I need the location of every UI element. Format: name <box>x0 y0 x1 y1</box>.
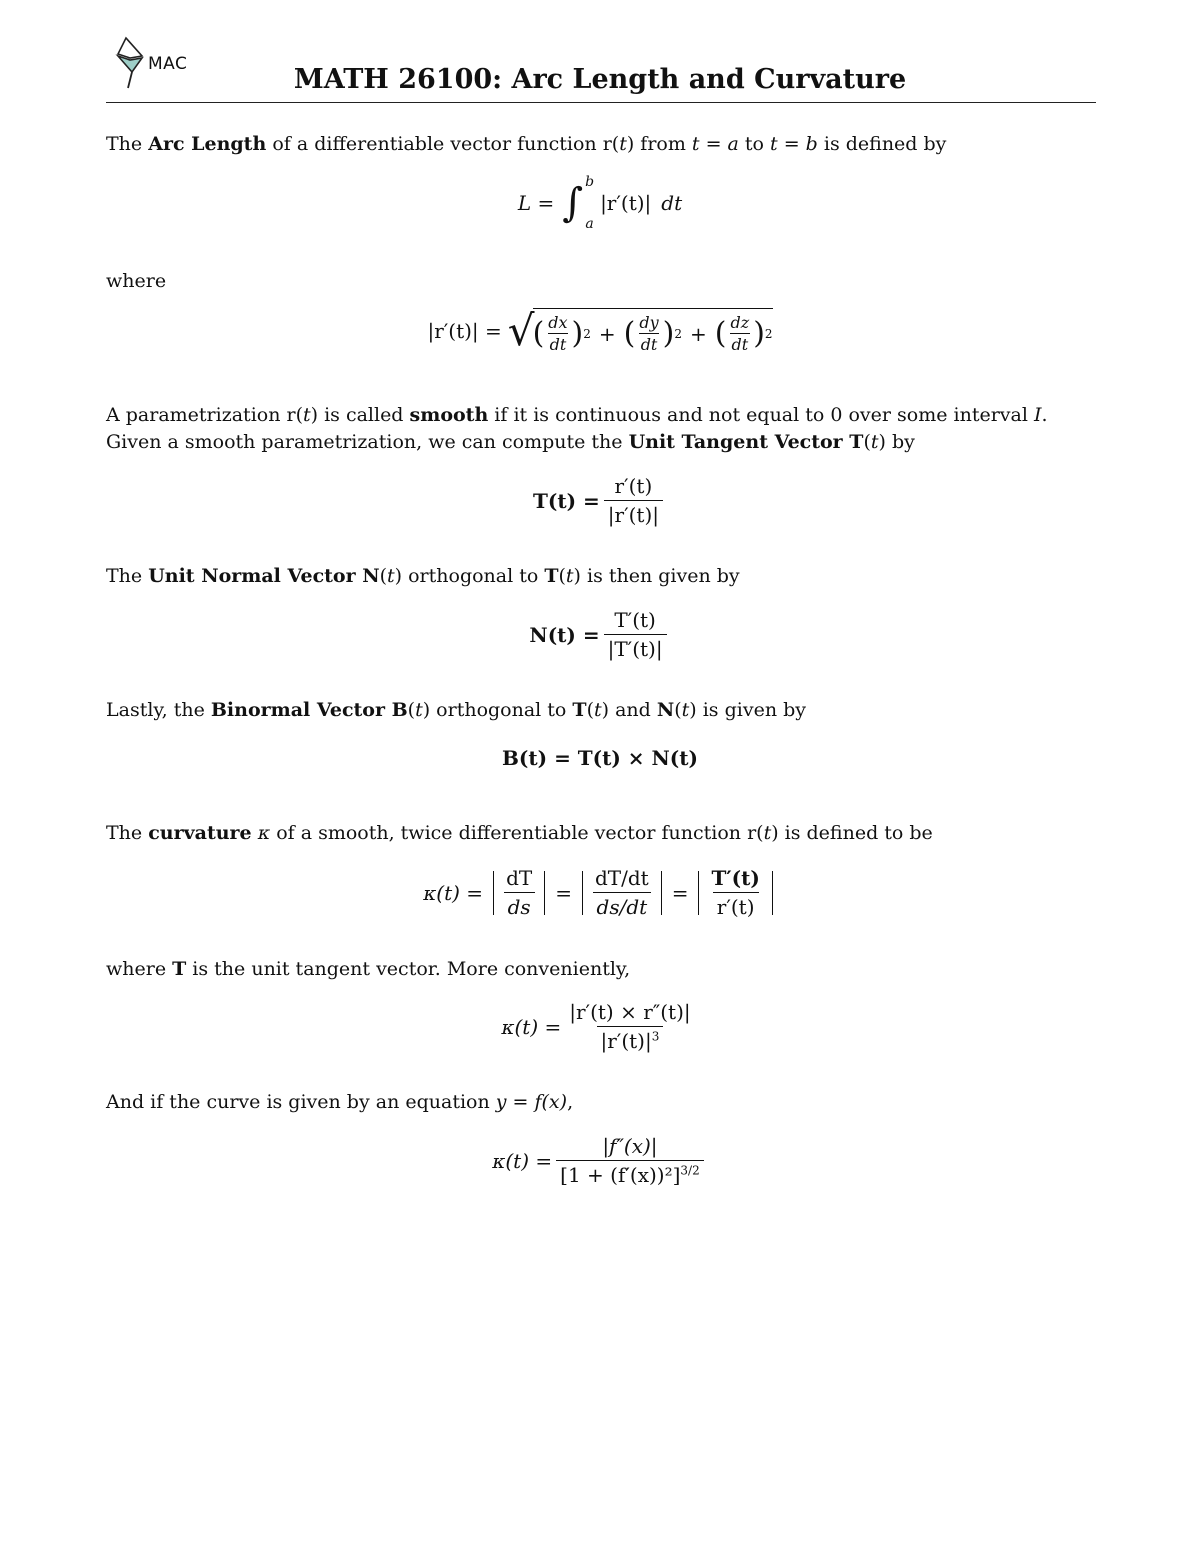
arc-length-intro: The Arc Length of a differentiable vector function r(t) from t = a to t = b is defined by <box>106 133 947 155</box>
explicit-curve-text: And if the curve is given by an equation y = f(x), <box>106 1091 574 1113</box>
arc-length-formula <box>0 174 1200 232</box>
lower-limit: a <box>585 216 594 232</box>
unit-normal-formula <box>0 608 1200 661</box>
eq3-lhs: T(t) = <box>532 488 600 513</box>
eq6-fraction-3: $\frac{T'(t)}{r'(t)}$ <box>711 866 760 919</box>
integral-limits <box>585 174 594 232</box>
sqrt-icon: √ <box>507 306 535 355</box>
eq6-fraction-2: $\frac{dT/dt}{ds/dt}$ <box>591 866 653 919</box>
eq3-fraction: $\frac{r'(t)}{|r'(t)|}$ <box>604 474 663 527</box>
curvature-explicit-formula <box>0 1134 1200 1187</box>
page-title: MATH 26100: Arc Length and Curvature <box>293 64 907 95</box>
header-rule <box>106 102 1096 103</box>
unit-normal-text: The Unit Normal Vector N(t) orthogonal to T(t) is then given by <box>106 565 740 587</box>
eq6-fraction-1: $\frac{dT}{ds}$ <box>502 866 536 919</box>
eq7-fraction: $\frac{|r'(t) \times r''(t)|}{|r'(t)|^3}$ <box>569 1000 691 1053</box>
radicand: ( dx dt ) 2 + ( dy dt ) 2 + ( dz dt ) 2 <box>533 308 773 354</box>
eq8-fraction: $\frac{|f''(x)|}{[1 + (f'(x))^2]^{3/2}}$ <box>556 1134 704 1187</box>
eq4-fraction: $\frac{T'(t)}{|T'(t)|}$ <box>604 608 667 661</box>
curvature-intro: The curvature κ of a smooth, twice differentiable vector function r(t) is defined to be <box>106 822 933 844</box>
unit-tangent-formula <box>0 474 1200 527</box>
upper-limit: b <box>585 174 595 190</box>
speed-formula <box>0 308 1200 354</box>
logo-text: MAC <box>148 54 188 74</box>
binormal-formula: B(t) = T(t) × N(t) <box>502 746 698 770</box>
eq1-integrand: |r′(t)| <box>600 191 652 215</box>
integral-sign: ∫ <box>562 180 584 226</box>
eq1-lhs: L = <box>517 191 555 215</box>
eq2-lhs: |r′(t)| = <box>427 319 502 343</box>
eq1-dt: dt <box>661 191 683 215</box>
where-text: where <box>106 270 167 292</box>
curvature-cross-product-formula <box>0 1000 1200 1053</box>
unit-tangent-note: where T is the unit tangent vector. More conveniently, <box>106 958 631 980</box>
binormal-text: Lastly, the Binormal Vector B(t) orthogonal to T(t) and N(t) is given by <box>106 699 806 721</box>
smooth-parametrization-text: A parametrization r(t) is called smooth if it is continuous and not equal to 0 over some interval I. Given a smooth parametrization, we can compute the Unit Tangent Vector T(t) by <box>106 404 1048 453</box>
curvature-definition-formula: κ(t) = $\frac{dT}{ds}$ = $\frac{dT/dt}{ds/dt}$ = $\frac{T'(t)}{r'(t)}$ <box>0 866 1200 919</box>
eq7-lhs: κ(t) = <box>501 1014 562 1039</box>
eq8-lhs: κ(t) = <box>492 1148 553 1173</box>
eq6-lhs: κ(t) = <box>423 880 484 905</box>
eq4-lhs: N(t) = <box>529 622 600 647</box>
